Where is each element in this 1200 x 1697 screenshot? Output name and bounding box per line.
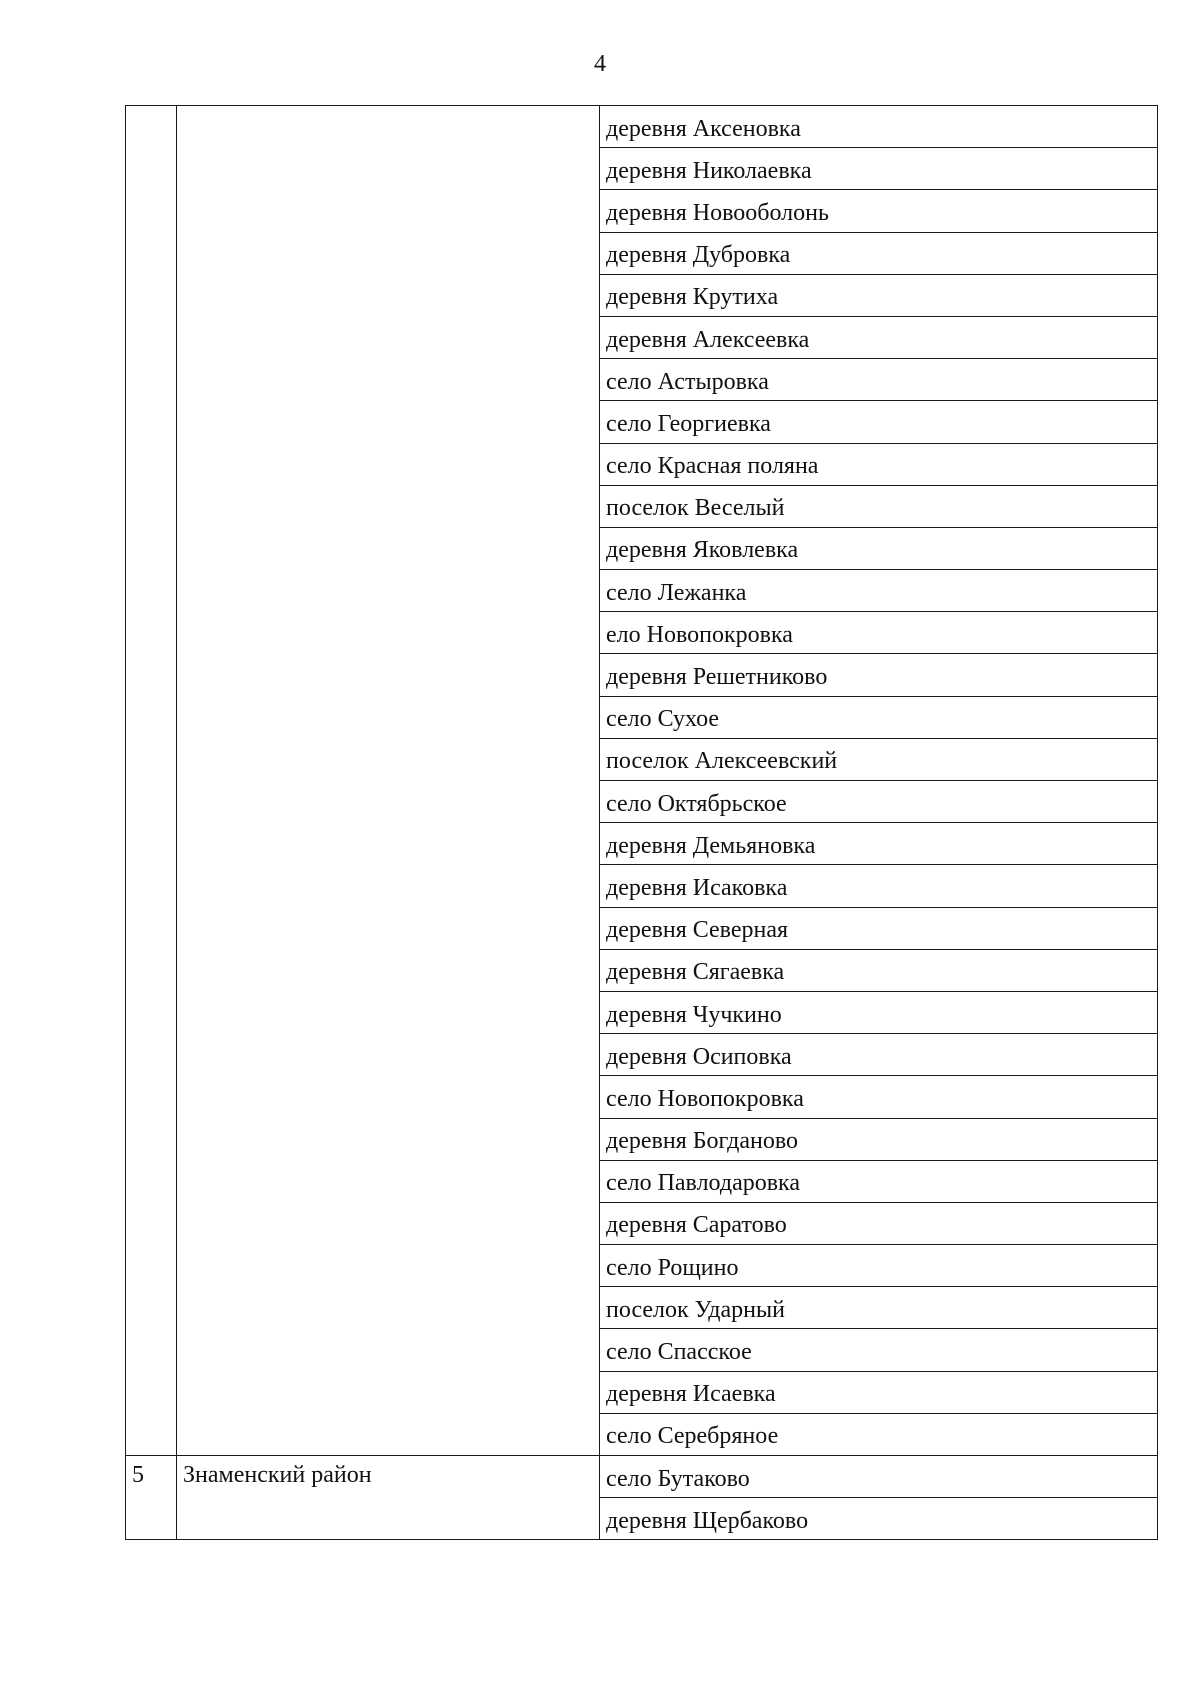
settlement-cell: село Бутаково [600,1456,1158,1498]
settlement-cell: село Красная поляна [600,443,1158,485]
settlement-cell: поселок Алексеевский [600,738,1158,780]
district-name-cell: Знаменский район [177,1456,600,1540]
settlement-cell: село Астыровка [600,359,1158,401]
district-number-cell [126,106,177,1456]
settlements-table [125,105,1158,1540]
settlement-cell: поселок Ударный [600,1287,1158,1329]
settlement-cell: село Серебряное [600,1413,1158,1455]
table-row [126,1456,1158,1498]
settlement-cell: деревня Саратово [600,1202,1158,1244]
settlement-cell: деревня Крутиха [600,274,1158,316]
settlement-cell: деревня Исаевка [600,1371,1158,1413]
settlement-cell: деревня Щербаково [600,1498,1158,1540]
settlement-cell: деревня Яковлевка [600,527,1158,569]
table-body [126,106,1158,1540]
settlement-cell: село Георгиевка [600,401,1158,443]
settlement-cell: поселок Веселый [600,485,1158,527]
settlement-cell: село Спасское [600,1329,1158,1371]
settlement-cell: деревня Новооболонь [600,190,1158,232]
settlement-cell: деревня Исаковка [600,865,1158,907]
settlement-cell: деревня Дубровка [600,232,1158,274]
settlement-cell: деревня Алексеевка [600,316,1158,358]
settlement-cell: деревня Северная [600,907,1158,949]
settlement-cell: деревня Демьяновка [600,823,1158,865]
settlement-cell: деревня Аксеновка [600,106,1158,148]
settlement-cell: село Октябрьское [600,781,1158,823]
page-number: 4 [594,51,606,77]
settlement-cell: село Рощино [600,1245,1158,1287]
settlement-cell: село Сухое [600,696,1158,738]
settlement-cell: село Лежанка [600,570,1158,612]
settlement-cell: деревня Решетниково [600,654,1158,696]
settlement-cell: деревня Осиповка [600,1034,1158,1076]
table-row [126,106,1158,148]
settlement-cell: деревня Николаевка [600,148,1158,190]
settlement-cell: ело Новопокровка [600,612,1158,654]
settlement-cell: село Павлодаровка [600,1160,1158,1202]
settlement-cell: село Новопокровка [600,1076,1158,1118]
district-number-cell: 5 [126,1456,177,1540]
settlement-cell: деревня Чучкино [600,991,1158,1033]
district-name-cell [177,106,600,1456]
settlement-cell: деревня Сягаевка [600,949,1158,991]
settlement-cell: деревня Богданово [600,1118,1158,1160]
